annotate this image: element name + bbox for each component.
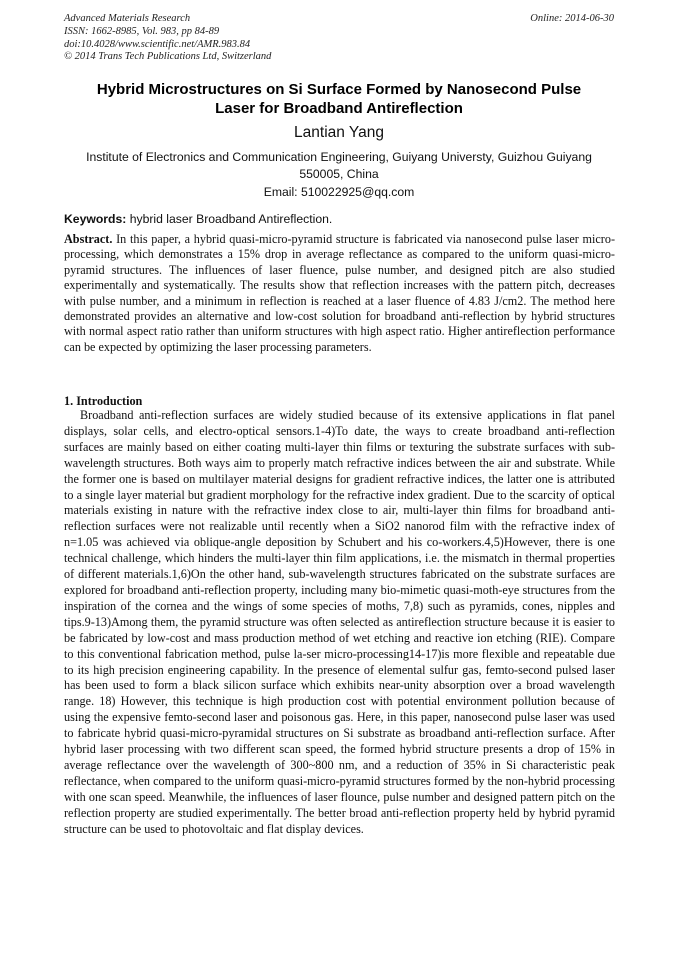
journal-doi: doi:10.4028/www.scientific.net/AMR.983.84 (64, 38, 251, 50)
author-email: Email: 510022925@qq.com (263, 185, 415, 199)
journal-issn: ISSN: 1662-8985, Vol. 983, pp 84-89 (64, 25, 220, 37)
paper-title (64, 81, 614, 118)
abstract (64, 232, 615, 355)
journal-name: Advanced Materials Research (64, 13, 191, 24)
online-date: Online: 2014-06-30 (530, 13, 614, 24)
paper-title-line-2: Laser for Broadband Antireflection (215, 99, 463, 117)
keywords-text: hybrid laser Broadband Antireflection. (126, 212, 333, 226)
journal-header (64, 13, 271, 64)
author-name: Lantian Yang (294, 124, 384, 141)
abstract-text: In this paper, a hybrid quasi-micro-pyramid structure is fabricated via nanosecond pulse laser micro-processing, which demonstrates a 15% drop in average reflectance as compared to the uniform quasi-micro-pyramid structures. The influences of laser fluence, pulse number, and designed pitch are also studied experimentally and systematically. The results show that reflection increases with the pattern pitch, decreases with pulse number, and a minimum in reflection is reached at a laser fluence of 4.83 J/cm2. The method here demonstrated provides an alternative and low-cost solution for broadband anti-reflection by hybrid structures with normal aspect ratio rather than uniform structures with high aspect ratio. Higher antireflection performance can be expected by optimizing the laser processing parameters. (64, 232, 615, 354)
section-heading-introduction: 1. Introduction (64, 394, 143, 408)
journal-copyright: © 2014 Trans Tech Publications Ltd, Switzerland (64, 51, 272, 63)
keywords-label: Keywords: (64, 212, 127, 226)
introduction-body: Broadband anti-reflection surfaces are widely studied because of its extensive applications in flat panel displays, solar cells, and electro-optical sensors.1-4)To date, the ways to create broadband anti-reflection surfaces are mainly based on either coating multi-layer thin films or texturing the substrate surfaces with sub-wavelength structures. Both ways aim to properly match refractive indices between the air and substrate. While the former one is based on multilayer material designs for gradient refractive indices, the latter one is attributed to a single layer material but gradient morphology for the refractive index gradient. Due to the scarcity of optical materials existing in nature with the refractive index close to air, multi-layer thin films for broadband anti-reflection surfaces were not realizable until recently when a SiO2 nanorod film with the refractive index of n=1.05 was achieved via oblique-angle deposition by Schubert and his co-workers.4,5)However, there is one technical challenge, which hinders the multi-layer thin film applications, i.e. the mismatch in thermal properties of different materials.1,6)On the other hand, sub-wavelength structures fabricated on the substrate surfaces are explored for broadband anti-reflection property, including many bio-mimetic quasi-moth-eye structures from the inspiration of the cornea and the wings of some species of moths, 7,8) such as pyramids, cones, nipples and tips.9-13)Among them, the pyramid structure was often selected as antireflection structure because it is easier to be fabricated by low-cost and mass production method of wet etching and reactive ion etching (RIE). Compare to this conventional fabrication method, pulse la-ser micro-processing14-17)is more flexible and repeatable due to its high precision engineering capability. In the presence of elemental sulfur gas, femto-second pulsed laser has been used to form a black silicon surface which exhibits near-unity absorption over a broad wavelength range. 18) However, this technique is high production cost with potential environment pollution because of using the expensive femto-second laser and poisonous gas. Here, in this paper, nanosecond pulse laser was used to fabricate hybrid quasi-micro-pyramidal structures on Si substrate as broadband anti-reflection surface. After hybrid laser processing with two different scan speed, the formed hybrid structure presents a drop of 15% in average reflectance over the wavelength of 300~800 nm, and a reduction of 35% in Si characteristic peak reflectance, when compared to the uniform quasi-micro-pyramid structures formed by the non-hybrid processing with one scan speed. Meanwhile, the influences of laser flounce, pulse number and designed pattern pitch on the reflection property are studied experimentally. The better broad anti-reflection property held by hybrid pyramid structure can be used to photovoltaic and flat display devices. (64, 408, 615, 836)
keywords (64, 211, 614, 227)
affiliation-line-2: 550005, China (299, 166, 379, 181)
paper-title-line-1: Hybrid Microstructures on Si Surface Formed by Nanosecond Pulse (96, 81, 582, 98)
abstract-label: Abstract. (64, 232, 113, 246)
affiliation-line-1: Institute of Electronics and Communication Engineering, Guiyang Universty, Guizhou Guiyang (86, 150, 592, 164)
affiliation (64, 149, 614, 182)
